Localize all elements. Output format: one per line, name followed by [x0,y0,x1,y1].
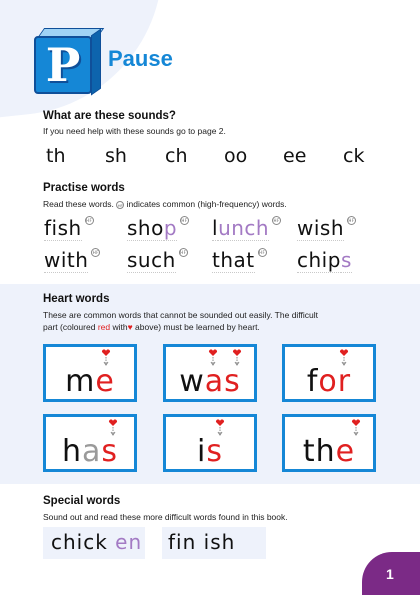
word-tricky: e [95,364,115,399]
word-tricky: or [318,364,352,399]
practise-word [212,248,267,272]
page-number-tab [362,552,420,595]
practise-note [43,199,287,209]
hf-icon: HF [273,218,280,223]
sound-item: ch [165,145,188,167]
word-tricky: s [206,434,223,469]
word-part: chick [51,530,108,554]
sounds-note: If you need help with these sounds go to page 2. [43,126,226,136]
heart-note-a: part (coloured [43,322,96,332]
heart-word-card [43,344,137,402]
sounds-heading: What are these sounds? [43,110,176,122]
heart-word [166,364,254,399]
word-text: l [212,216,219,240]
word-text: sho [127,216,164,240]
p-block-logo [28,26,112,96]
page-number: 1 [386,566,394,582]
special-note: Sound out and read these more difficult words found in this book. [43,512,288,522]
heart-word [285,364,373,399]
word-ending: unch [218,216,270,240]
word-ending: p [163,216,178,240]
word-text: that [212,248,255,272]
hf-icon: HF [348,218,355,223]
word-part: ish [203,530,236,554]
word-regular: f [306,364,319,399]
special-word-box [43,527,145,559]
sound-item: th [46,145,66,167]
heart-word [166,434,254,469]
heart-word-card [163,414,257,472]
word-text: wish [297,216,345,240]
practise-note-start: Read these words. [43,199,114,209]
heart-word [46,434,134,469]
special-heading: Special words [43,495,121,507]
heart-word-card [282,344,376,402]
hf-icon: HF [258,250,266,255]
block-side [91,28,101,95]
heart-word-card [43,414,137,472]
practise-word [44,248,100,272]
heart-word-card [282,414,376,472]
practise-word [127,248,188,272]
word-regular: w [179,364,205,399]
special-word-box [162,527,266,559]
word-ending: s [340,248,352,272]
word-text: fish [44,216,82,240]
word-tricky: e [335,434,356,469]
heart-icon: ♥ [127,322,133,332]
heart-word-card [163,344,257,402]
hf-icon: HF [181,218,188,223]
hf-icon: HF [180,250,187,255]
heart-note-line1: These are common words that cannot be sounded out easily. The difficult [43,310,318,320]
special-word [168,530,235,554]
practise-heading: Practise words [43,182,125,194]
heart-note-c: above) must be learned by heart. [135,322,260,332]
word-regular: i [197,434,207,469]
page-title: Pause [108,46,173,71]
hf-icon: HF [92,250,100,255]
word-regular: m [65,364,96,399]
word-text: with [44,248,89,272]
practise-word [297,248,352,272]
practise-word [44,216,94,240]
special-word [51,530,142,554]
heart-note-line2 [43,322,260,332]
word-grey: a [81,434,102,469]
block-letter: P [45,38,81,92]
word-tricky: as [204,364,241,399]
heart-word [46,364,134,399]
practise-word [297,216,356,240]
practise-word [127,216,189,240]
sound-item: ck [343,145,365,167]
word-text: chip [297,248,341,272]
practise-note-end: indicates common (high-frequency) words. [126,199,287,209]
heart-note-red: red [97,322,111,332]
heart-heading: Heart words [43,293,110,305]
word-part: en [115,530,143,554]
hf-icon: HF [117,202,123,208]
word-part: fin [168,530,197,554]
sound-item: oo [224,145,248,167]
sound-item: sh [105,145,127,167]
heart-word [285,434,373,469]
word-regular: h [61,434,82,469]
sound-item: ee [283,145,307,167]
heart-note-b: with [112,322,128,332]
word-text: such [127,248,176,272]
practise-word [212,216,281,240]
word-tricky: s [101,434,119,469]
word-regular: th [302,434,336,469]
hf-icon: HF [86,218,93,223]
